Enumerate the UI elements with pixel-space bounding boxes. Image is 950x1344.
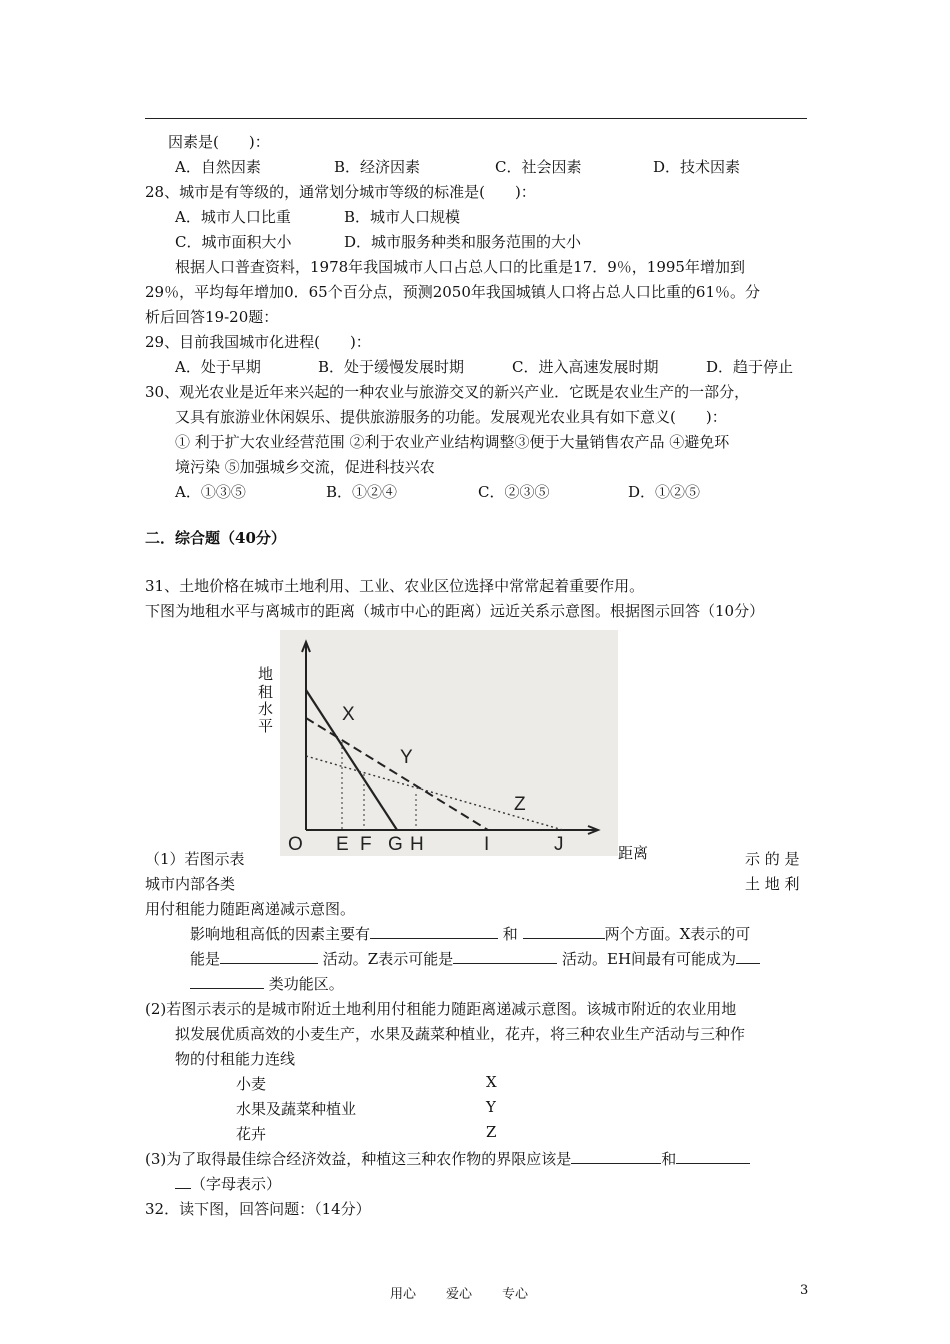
q28-stem: 28、城市是有等级的，通常划分城市等级的标准是( )：: [145, 183, 536, 201]
tick-h: H: [410, 834, 424, 855]
line-z: [306, 756, 563, 830]
tick-g: G: [388, 834, 403, 855]
q27-option-c: C．社会因素: [495, 158, 582, 176]
q30-stem-2: 又具有旅游业休闲娱乐、提供旅游服务的功能。发展观光农业具有如下意义( )：: [175, 408, 727, 426]
q28-option-a: A．城市人口比重: [175, 208, 291, 226]
q32-stem: 32．读下图，回答问题：（14分）: [145, 1200, 371, 1218]
answer-blank[interactable]: [190, 974, 264, 989]
q27-stem-tail: 因素是( )：: [168, 133, 270, 151]
q30-option-b: B．①②④: [326, 483, 398, 501]
sub2-line-3: 物的付租能力连线: [175, 1050, 296, 1068]
footer-motto-2: 爱心: [446, 1287, 473, 1302]
figure-xlabel: 距离: [618, 844, 649, 862]
q29-option-a: A．处于早期: [175, 358, 261, 376]
q30-stem-4: 境污染 ⑤加强城乡交流，促进科技兴农: [175, 458, 435, 476]
q31-stem-1: 31、土地价格在城市土地利用、工业、农业区位选择中常常起着重要作用。: [145, 577, 645, 595]
q27-option-a: A．自然因素: [175, 158, 261, 176]
sub1-line-b: 示 的 是: [745, 850, 800, 868]
match-right-3: Z: [486, 1123, 497, 1141]
q28-option-d: D．城市服务种类和服务范围的大小: [344, 233, 582, 251]
page-number: 3: [800, 1283, 809, 1298]
tick-o: O: [288, 834, 303, 855]
line-y: [306, 718, 488, 830]
q28-option-c: C．城市面积大小: [175, 233, 292, 251]
series-label-y: Y: [400, 747, 413, 768]
figure-ylabel-char: 地: [258, 665, 274, 683]
match-left-1: 小麦: [236, 1075, 267, 1093]
answer-blank[interactable]: [220, 949, 318, 964]
q29-option-b: B．处于缓慢发展时期: [318, 358, 465, 376]
sub1-line-e: 用付租能力随距离递减示意图。: [145, 900, 356, 918]
figure-ylabel-char: 水: [258, 700, 274, 718]
tick-e: E: [336, 834, 349, 855]
passage-line-3: 析后回答19-20题：: [145, 308, 279, 326]
passage-line-2: 29％，平均每年增加0．65个百分点，预测2050年我国城镇人口将占总人口比重的61％。分: [145, 283, 760, 301]
q28-option-b: B．城市人口规模: [344, 208, 461, 226]
answer-blank[interactable]: [571, 1149, 661, 1164]
answer-blank[interactable]: [453, 949, 557, 964]
tick-i: I: [484, 834, 490, 855]
tick-j: J: [554, 834, 564, 855]
sub1-line-h: 类功能区。: [190, 973, 344, 994]
q29-option-c: C．进入高速发展时期: [512, 358, 659, 376]
sub1-line-d: 土 地 利: [745, 875, 800, 893]
match-right-1: X: [486, 1073, 497, 1091]
sub2-line-1: (2)若图示表示的是城市附近土地利用付租能力随距离递减示意图。该城市附近的农业用地: [145, 1000, 737, 1018]
answer-blank[interactable]: [370, 924, 498, 939]
q29-option-d: D．趋于停止: [706, 358, 794, 376]
sub3-line-2: （字母表示）: [175, 1173, 281, 1194]
sub2-line-2: 拟发展优质高效的小麦生产，水果及蔬菜种植业，花卉，将三种农业生产活动与三种作: [175, 1025, 746, 1043]
match-right-2: Y: [486, 1098, 496, 1116]
series-label-x: X: [342, 704, 355, 725]
q27-option-b: B．经济因素: [334, 158, 421, 176]
sub1-line-c: 城市内部各类: [145, 875, 236, 893]
answer-blank[interactable]: [175, 1174, 191, 1189]
rent-figure-svg: [280, 630, 618, 856]
q29-stem: 29、目前我国城市化进程( )：: [145, 333, 371, 351]
rent-distance-figure: [280, 630, 618, 856]
answer-blank[interactable]: [523, 924, 605, 939]
q30-option-d: D．①②⑤: [628, 483, 701, 501]
q31-stem-2: 下图为地租水平与离城市的距离（城市中心的距离）远近关系示意图。根据图示回答（10分）: [145, 602, 765, 620]
footer-motto-1: 用心: [390, 1287, 417, 1302]
sub1-line-a: （1）若图示表: [145, 850, 245, 868]
sub1-line-f: 影响地租高低的因素主要有 和 两个方面。X表示的可: [190, 925, 751, 943]
match-left-2: 水果及蔬菜种植业: [236, 1100, 357, 1118]
tick-f: F: [360, 834, 372, 855]
answer-blank[interactable]: [676, 1149, 750, 1164]
figure-ylabel-char: 平: [258, 717, 274, 735]
figure-ylabel-char: 租: [258, 683, 274, 701]
q27-option-d: D．技术因素: [653, 158, 741, 176]
answer-blank[interactable]: [736, 949, 760, 964]
sub3-line-1: (3)为了取得最佳综合经济效益，种植这三种农作物的界限应该是 和: [145, 1148, 750, 1169]
match-left-3: 花卉: [236, 1125, 267, 1143]
q30-stem-3: ① 利于扩大农业经营范围 ②利于农业产业结构调整③便于大量销售农产品 ④避免环: [175, 433, 730, 451]
section-2-heading: 二．综合题（40分）: [145, 529, 286, 547]
sub1-line-g: 能是 活动。Z表示可能是 活动。EH间最有可能成为: [190, 948, 760, 969]
footer-motto-3: 专心: [502, 1287, 529, 1302]
q30-option-a: A．①③⑤: [175, 483, 246, 501]
header-rule: [145, 118, 807, 119]
q30-stem-1: 30、观光农业是近年来兴起的一种农业与旅游交叉的新兴产业．它既是农业生产的一部分，: [145, 383, 750, 401]
q30-option-c: C．②③⑤: [478, 483, 550, 501]
series-label-z: Z: [514, 794, 526, 815]
passage-line-1: 根据人口普查资料，1978年我国城市人口占总人口的比重是17．9％，1995年增加到: [175, 258, 745, 276]
